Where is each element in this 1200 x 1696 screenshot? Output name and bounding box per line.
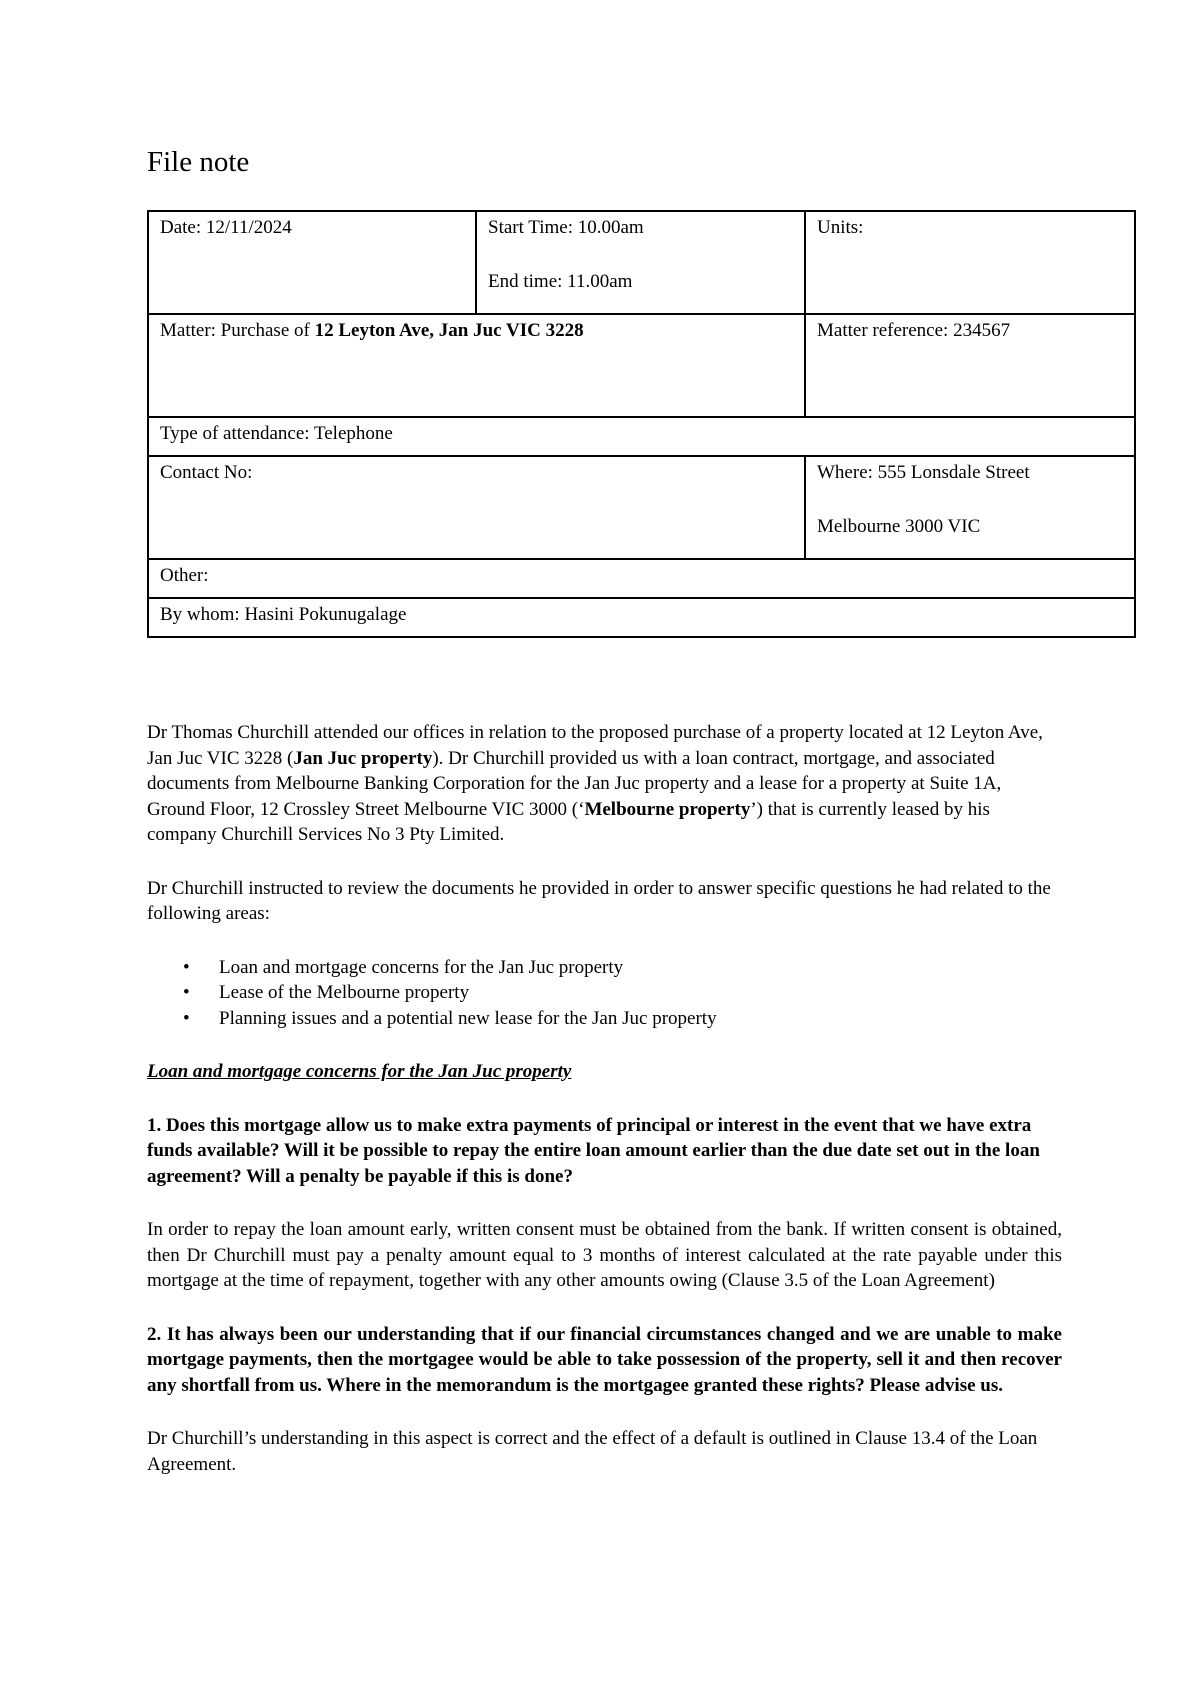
where-line-2: Melbourne 3000 VIC — [817, 516, 981, 537]
units-label: Units: — [817, 217, 864, 238]
other-label: Other: — [160, 565, 209, 586]
melbourne-defined-term: Melbourne property — [584, 798, 751, 820]
other-cell — [148, 559, 1135, 598]
table-row — [148, 417, 1135, 456]
bullet-icon: • — [183, 956, 190, 978]
matter-reference-label: Matter reference: 234567 — [817, 320, 1011, 341]
attendance-type-label: Type of attendance: Telephone — [160, 423, 393, 444]
intro-text-1: Dr Thomas Churchill attended our offices in relation to the proposed purchase of a property located at 12 Leyton Ave, Jan Juc VIC 3228 ( — [147, 722, 1043, 769]
intro-text-3: ’) that is currently leased by his company Churchill Services No 3 Pty Limited. — [147, 798, 990, 845]
end-time-label: End time: 11.00am — [488, 271, 633, 292]
list-item — [147, 980, 1062, 1006]
bullet-icon: • — [183, 1007, 190, 1029]
answer-2: Dr Churchill’s understanding in this aspect is correct and the effect of a default is outlined in Clause 13.4 of the Loan Agreement. — [147, 1428, 1038, 1475]
contact-cell — [148, 456, 805, 559]
matter-prefix: Matter: Purchase of — [160, 320, 315, 341]
units-cell — [805, 211, 1135, 314]
table-row — [148, 456, 1135, 559]
matter-cell — [148, 314, 805, 417]
file-note-body — [147, 720, 1062, 1505]
contact-no-label: Contact No: — [160, 462, 253, 483]
document-title: File note — [147, 146, 250, 178]
date-label: Date: 12/11/2024 — [160, 217, 292, 238]
table-row — [148, 211, 1135, 314]
matter-reference-cell — [805, 314, 1135, 417]
table-row — [148, 314, 1135, 417]
by-whom-cell — [148, 598, 1135, 637]
intro-paragraph — [147, 720, 1062, 848]
attendance-cell — [148, 417, 1135, 456]
list-item — [147, 955, 1062, 981]
start-time-label: Start Time: 10.00am — [488, 217, 644, 238]
list-item — [147, 1006, 1062, 1032]
answer-1: In order to repay the loan amount early, written consent must be obtained from the bank. If written consent is obtained, then Dr Churchill must pay a penalty amount equal to 3 months of interest calculated at the rate payable under this mortgage at the time of repayment, together with any other amounts owing (Clause 3.5 of the Loan Agreement) — [147, 1219, 1062, 1291]
question-2: 2. It has always been our understanding that if our financial circumstances changed and we are unable to make mortgage payments, then the mortgagee would be able to take possession of the property, sell it and then recover any shortfall from us. Where in the memorandum is the mortgagee granted these rights? Please advise us. — [147, 1323, 1062, 1396]
areas-list — [147, 955, 1062, 1032]
by-whom-label: By whom: Hasini Pokunugalage — [160, 604, 407, 625]
intro-text-2: ). Dr Churchill provided us with a loan contract, mortgage, and associated documents from Melbourne Banking Corporation for the Jan Juc property and a lease for a property at Suite 1A, Ground Floor, 12 Crossley Street Melbourne VIC 3000 (‘ — [147, 747, 1002, 820]
where-line-1: Where: 555 Lonsdale Street — [817, 462, 1030, 483]
table-row — [148, 559, 1135, 598]
bullet-icon: • — [183, 982, 190, 1003]
matter-label — [160, 320, 793, 342]
list-item-label: Lease of the Melbourne property — [219, 982, 470, 1003]
where-cell — [805, 456, 1135, 559]
list-item-label: Loan and mortgage concerns for the Jan Juc property — [219, 956, 624, 978]
table-row — [148, 598, 1135, 637]
file-note-details-table — [147, 210, 1136, 638]
date-cell — [148, 211, 476, 314]
section-heading: Loan and mortgage concerns for the Jan Juc property — [147, 1061, 572, 1082]
jan-juc-defined-term: Jan Juc property — [293, 747, 433, 769]
time-cell — [476, 211, 805, 314]
list-item-label: Planning issues and a potential new lease for the Jan Juc property — [219, 1007, 717, 1029]
instruction-paragraph: Dr Churchill instructed to review the documents he provided in order to answer specific questions he had related to the following areas: — [147, 877, 1051, 924]
question-1: 1. Does this mortgage allow us to make extra payments of principal or interest in the event that we have extra funds available? Will it be possible to repay the entire loan amount earlier than the due date set out in the loan agreement? Will a penalty be payable if this is done? — [147, 1114, 1040, 1187]
matter-address: 12 Leyton Ave, Jan Juc VIC 3228 — [314, 320, 584, 341]
